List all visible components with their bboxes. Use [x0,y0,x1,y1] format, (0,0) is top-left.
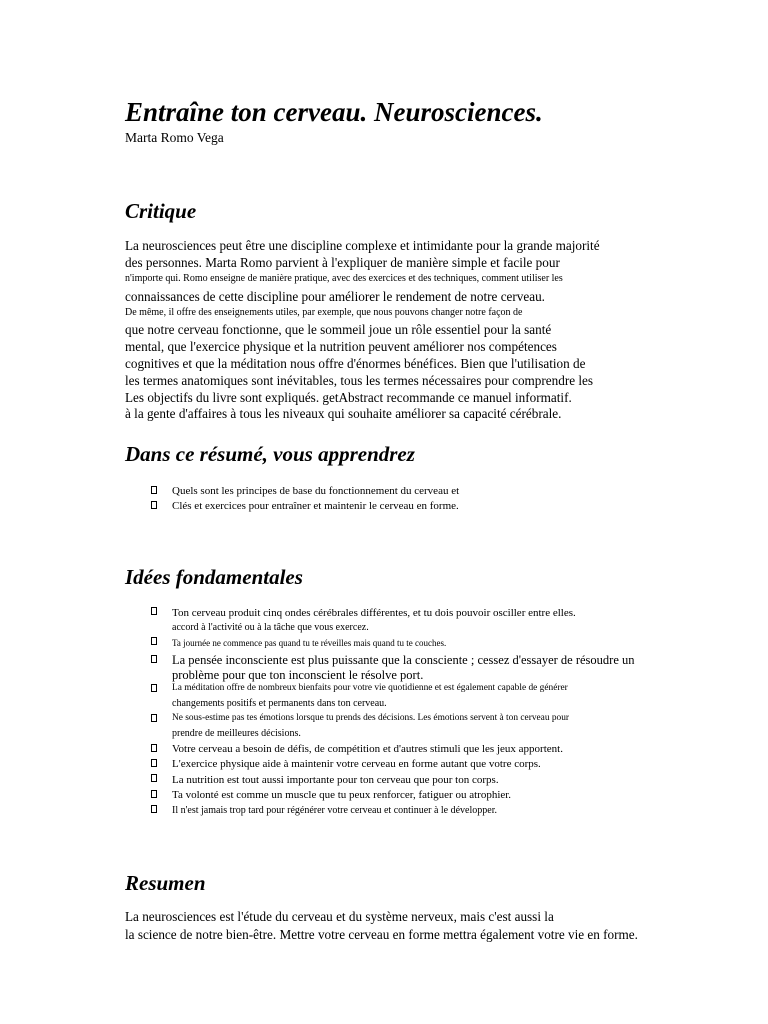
document-title: Entraîne ton cerveau. Neurosciences. [125,97,543,127]
idea-item: Ton cerveau produit cinq ondes cérébrales différentes, et tu dois pouvoir osciller entre elles. [172,607,576,619]
bullet-icon [151,486,157,494]
idea-item-continuation: problème pour que ton inconscient le résolve port. [172,668,424,682]
critique-line: n'importe qui. Romo enseigne de manière pratique, avec des exercices et des techniques, comment utiliser les [125,273,563,284]
idea-item: Ta volonté est comme un muscle que tu peux renforcer, fatiguer ou atrophier. [172,789,512,801]
critique-line: La neurosciences peut être une discipline complexe et intimidante pour la grande majorité [125,238,600,253]
idea-item: La méditation offre de nombreux bienfaits pour votre vie quotidienne et est également capable de générer [172,683,568,693]
bullet-icon [151,607,157,615]
idea-item: La nutrition est tout aussi importante pour ton cerveau que pour ton corps. [172,774,499,786]
critique-line: cognitives et que la méditation nous offre d'énormes bénéfices. Bien que l'utilisation de [125,356,586,371]
resumen-heading: Resumen [125,871,206,895]
bullet-icon [151,655,157,663]
bullet-icon [151,744,157,752]
critique-line: Les objectifs du livre sont expliqués. getAbstract recommande ce manuel informatif. [125,390,572,405]
resumen-line: La neurosciences est l'étude du cerveau et du système nerveux, mais c'est aussi la [125,909,554,924]
bullet-icon [151,637,157,645]
ideas-heading: Idées fondamentales [125,565,303,589]
bullet-icon [151,759,157,767]
critique-line: les termes anatomiques sont inévitables, tous les termes nécessaires pour comprendre les [125,373,594,388]
bullet-icon [151,774,157,782]
critique-line: mental, que l'exercice physique et la nutrition peuvent améliorer nos compétences [125,339,557,354]
learn-item: Quels sont les principes de base du fonctionnement du cerveau et [172,485,460,497]
idea-item-continuation: accord à l'activité ou à la tâche que vous exercez. [172,622,369,633]
learn-heading: Dans ce résumé, vous apprendrez [125,442,415,466]
critique-line: des personnes. Marta Romo parvient à l'expliquer de manière simple et facile pour [125,255,560,270]
resumen-line: la science de notre bien-être. Mettre votre cerveau en forme mettra également votre vie en forme. [125,927,638,942]
bullet-icon [151,684,157,692]
learn-item: Clés et exercices pour entraîner et maintenir le cerveau en forme. [172,500,459,512]
idea-item-continuation: changements positifs et permanents dans ton cerveau. [172,698,387,709]
bullet-icon [151,714,157,722]
critique-line: que notre cerveau fonctionne, que le sommeil joue un rôle essentiel pour la santé [125,322,552,337]
document-author: Marta Romo Vega [125,130,224,145]
critique-heading: Critique [125,199,197,223]
bullet-icon [151,790,157,798]
bullet-icon [151,805,157,813]
critique-line: connaissances de cette discipline pour améliorer le rendement de notre cerveau. [125,289,545,304]
idea-item: Ne sous-estime pas tes émotions lorsque tu prends des décisions. Les émotions servent à ton cerveau pour [172,713,570,723]
idea-item: L'exercice physique aide à maintenir votre cerveau en forme autant que votre corps. [172,758,541,770]
idea-item: La pensée inconsciente est plus puissante que la consciente ; cessez d'essayer de résoudre un [172,653,635,667]
critique-line: De même, il offre des enseignements utiles, par exemple, que nous pouvons changer notre façon de [125,307,523,318]
idea-item: Il n'est jamais trop tard pour régénérer votre cerveau et continuer à le développer. [172,805,497,816]
bullet-icon [151,501,157,509]
idea-item: Votre cerveau a besoin de défis, de compétition et d'autres stimuli que les jeux apportent. [172,743,563,755]
critique-line: à la gente d'affaires à tous les niveaux qui souhaite améliorer sa capacité cérébrale. [125,406,562,421]
idea-item: Ta journée ne commence pas quand tu te réveilles mais quand tu te couches. [172,638,447,648]
idea-item-continuation: prendre de meilleures décisions. [172,728,301,739]
